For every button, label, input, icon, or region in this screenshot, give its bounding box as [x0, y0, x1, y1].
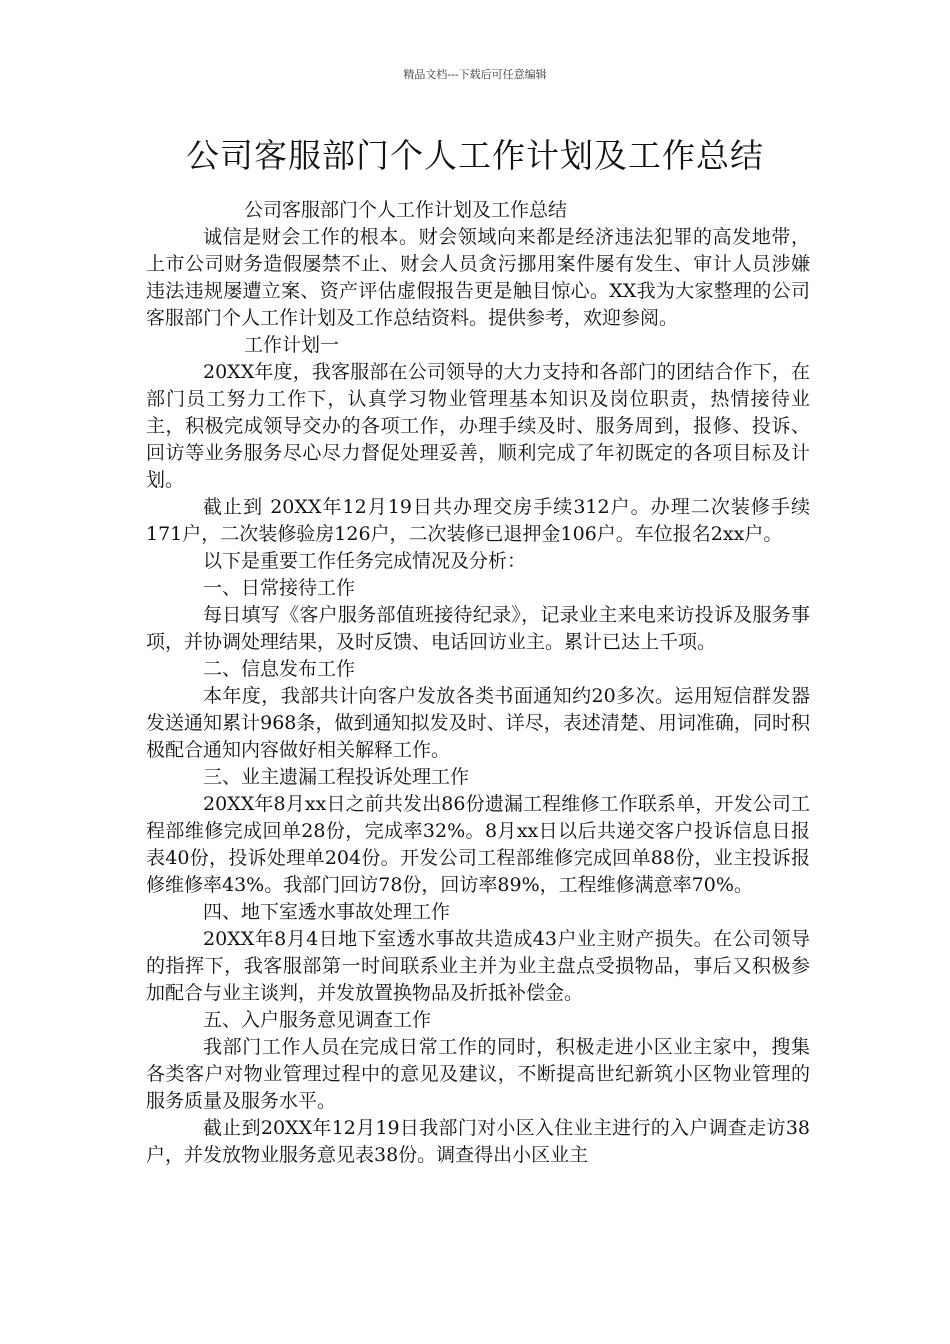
subtitle-paragraph: 公司客服部门个人工作计划及工作总结: [244, 199, 568, 221]
body-paragraph: 以下是重要工作任务完成情况及分析：: [203, 550, 527, 572]
body-paragraph: 20XX年度，我客服部在公司领导的大力支持和各部门的团结合作下，在部门员工努力工作下，认真学习物业管理基本知识及岗位职责，热情接待业主，积极完成领导交办的各项工作，办理手续及时、服务周到，报修、投诉、回访等业务服务尽心尽力督促处理妥善，顺利完成了年初既定的各项目标及计划。: [146, 361, 810, 491]
section-heading: 三、业主遗漏工程投诉处理工作: [203, 766, 470, 788]
body-paragraph: 20XX年8月xx日之前共发出86份遗漏工程维修工作联系单，开发公司工程部维修完成回单28份，完成率32%。8月xx日以后共递交客户投诉信息日报表40份，投诉处理单204份。开发公司工程部维修完成回单88份，业主投诉报修维修率43%。我部门回访78份，回访率89%，工程维修满意率70%。: [146, 793, 810, 896]
body-paragraph: 我部门工作人员在完成日常工作的同时，积极走进小区业主家中，搜集各类客户对物业管理过程中的意见及建议，不断提高世纪新筑小区物业管理的服务质量及服务水平。: [146, 1036, 810, 1112]
section-heading: 二、信息发布工作: [203, 658, 356, 680]
body-paragraph: 截止到 20XX年12月19日共办理交房手续312户。办理二次装修手续171户，二次装修验房126户，二次装修已退押金106户。车位报名2xx户。: [146, 496, 810, 545]
section-heading: 五、入户服务意见调查工作: [203, 1009, 432, 1031]
section-heading-plan-one: 工作计划一: [244, 334, 340, 356]
body-paragraph: 本年度，我部共计向客户发放各类书面通知约20多次。运用短信群发器发送通知累计968条，做到通知拟发及时、详尽，表述清楚、用词准确，同时积极配合通知内容做好相关解释工作。: [146, 685, 810, 761]
body-paragraph: 20XX年8月4日地下室透水事故共造成43户业主财产损失。在公司领导的指挥下，我客服部第一时间联系业主并为业主盘点受损物品，事后又积极参加配合与业主谈判，并发放置换物品及折抵补偿金。: [146, 928, 810, 1004]
document-title: 公司客服部门个人工作计划及工作总结: [186, 136, 764, 175]
body-paragraph: 每日填写《客户服务部值班接待纪录》，记录业主来电来访投诉及服务事项，并协调处理结果，及时反馈、电话回访业主。累计已达上千项。: [146, 604, 810, 653]
section-heading: 四、地下室透水事故处理工作: [203, 901, 451, 923]
intro-paragraph: 诚信是财会工作的根本。财会领域向来都是经济违法犯罪的高发地带，上市公司财务造假屡禁不止、财会人员贪污挪用案件屡有发生、审计人员涉嫌违法违规屡遭立案、资产评估虚假报告更是触目惊心。XX我为大家整理的公司客服部门个人工作计划及工作总结资料。提供参考，欢迎参阅。: [146, 226, 810, 329]
section-heading: 一、日常接待工作: [203, 577, 356, 599]
header-note: 精品文档---下载后可任意编辑: [403, 68, 547, 81]
body-paragraph: 截止到20XX年12月19日我部门对小区入住业主进行的入户调查走访38户，并发放物业服务意见表38份。调查得出小区业主: [146, 1117, 810, 1166]
document-body: [146, 197, 810, 1169]
